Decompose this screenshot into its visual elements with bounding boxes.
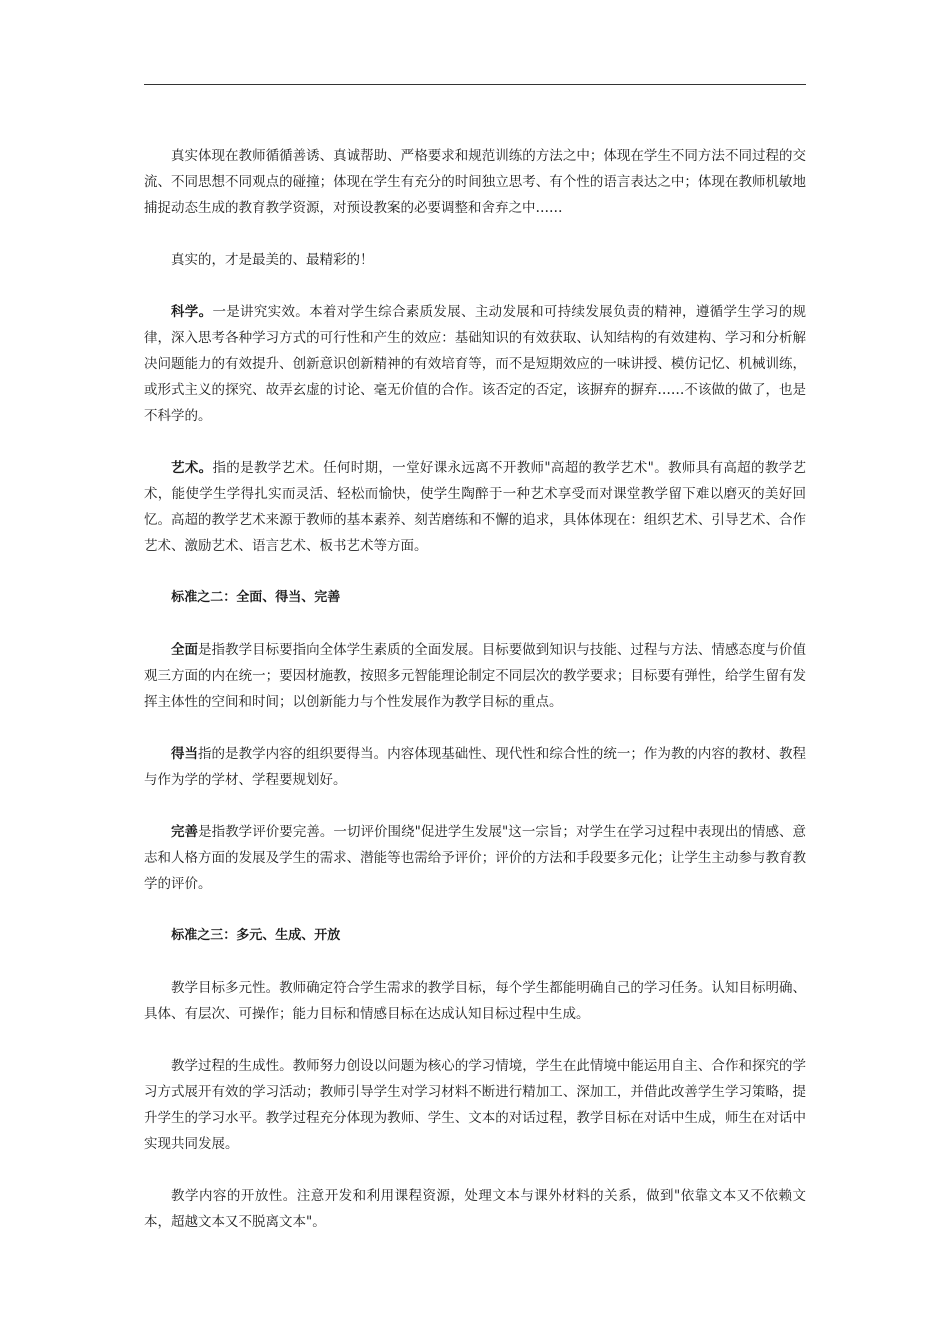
paragraph-comprehensive-lead: 全面: [171, 642, 199, 658]
document-body: [144, 143, 806, 1235]
paragraph-appropriate: [144, 741, 806, 793]
paragraph-comprehensive-body: 是指教学目标要指向全体学生素质的全面发展。目标要做到知识与技能、过程与方法、情感态度与价值观三方面的内在统一；要因材施教，按照多元智能理论制定不同层次的教学要求；目标要有弹性，给学生留有发挥主体性的空间和时间；以创新能力与个性发展作为教学目标的重点。: [144, 642, 807, 710]
paragraph-diverse-goals: 教学目标多元性。教师确定符合学生需求的教学目标，每个学生都能明确自己的学习任务。认知目标明确、具体、有层次、可操作；能力目标和情感目标在达成认知目标过程中生成。: [144, 980, 806, 1022]
paragraph-complete-lead: 完善: [171, 824, 199, 840]
section-heading-standard-two: 标准之二：全面、得当、完善: [171, 590, 341, 605]
paragraph-comprehensive: [144, 637, 806, 715]
paragraph-art-body: 指的是教学艺术。任何时期，一堂好课永远离不开教师"高超的教学艺术"。教师具有高超的教学艺术，能使学生学得扎实而灵活、轻松而愉快，使学生陶醉于一种艺术享受而对课堂教学留下难以磨灭的美好回忆。高超的教学艺术来源于教师的基本素养、刻苦磨练和不懈的追求，具体体现在：组织艺术、引导艺术、合作艺术、激励艺术、语言艺术、板书艺术等方面。: [144, 460, 806, 554]
header-rule: [144, 84, 806, 85]
paragraph-appropriate-lead: 得当: [171, 746, 199, 762]
paragraph-complete-body: 是指教学评价要完善。一切评价围绕"促进学生发展"这一宗旨；对学生在学习过程中表现出的情感、意志和人格方面的发展及学生的需求、潜能等也需给予评价；评价的方法和手段要多元化；让学生主动参与教育教学的评价。: [144, 824, 807, 892]
section-heading-standard-three: 标准之三：多元、生成、开放: [171, 928, 341, 943]
paragraph-open-content: 教学内容的开放性。注意开发和利用课程资源，处理文本与课外材料的关系，做到"依靠文本又不依赖文本，超越文本又不脱离文本"。: [144, 1188, 806, 1230]
paragraph-generative-process: 教学过程的生成性。教师努力创设以问题为核心的学习情境，学生在此情境中能运用自主、合作和探究的学习方式展开有效的学习活动；教师引导学生对学习材料不断进行精加工、深加工，并借此改善学生学习策略，提升学生的学习水平。教学过程充分体现为教师、学生、文本的对话过程，教学目标在对话中生成，师生在对话中实现共同发展。: [144, 1058, 806, 1152]
paragraph-science-body: 一是讲究实效。本着对学生综合素质发展、主动发展和可持续发展负责的精神，遵循学生学习的规律，深入思考各种学习方式的可行性和产生的效应：基础知识的有效获取、认知结构的有效建构、学习和分析解决问题能力的有效提升、创新意识创新精神的有效培育等，而不是短期效应的一味讲授、模仿记忆、机械训练，或形式主义的探究、故弄玄虚的讨论、毫无价值的合作。该否定的否定，该摒弃的摒弃……不该做的做了，也是不科学的。: [144, 304, 807, 424]
paragraph-authenticity-summary: 真实的，才是最美的、最精彩的！: [171, 252, 374, 268]
paragraph-complete: [144, 819, 806, 897]
paragraph-appropriate-body: 指的是教学内容的组织要得当。内容体现基础性、现代性和综合性的统一；作为教的内容的教材、教程与作为学的学材、学程要规划好。: [144, 746, 807, 788]
paragraph-authenticity: 真实体现在教师循循善诱、真诚帮助、严格要求和规范训练的方法之中；体现在学生不同方法不同过程的交流、不同思想不同观点的碰撞；体现在学生有充分的时间独立思考、有个性的语言表达之中；体现在教师机敏地捕捉动态生成的教育教学资源，对预设教案的必要调整和舍弃之中……: [144, 148, 806, 216]
paragraph-science: [144, 299, 806, 429]
paragraph-science-lead: 科学。: [171, 304, 213, 320]
paragraph-art-lead: 艺术。: [171, 460, 213, 476]
paragraph-art: [144, 455, 806, 559]
